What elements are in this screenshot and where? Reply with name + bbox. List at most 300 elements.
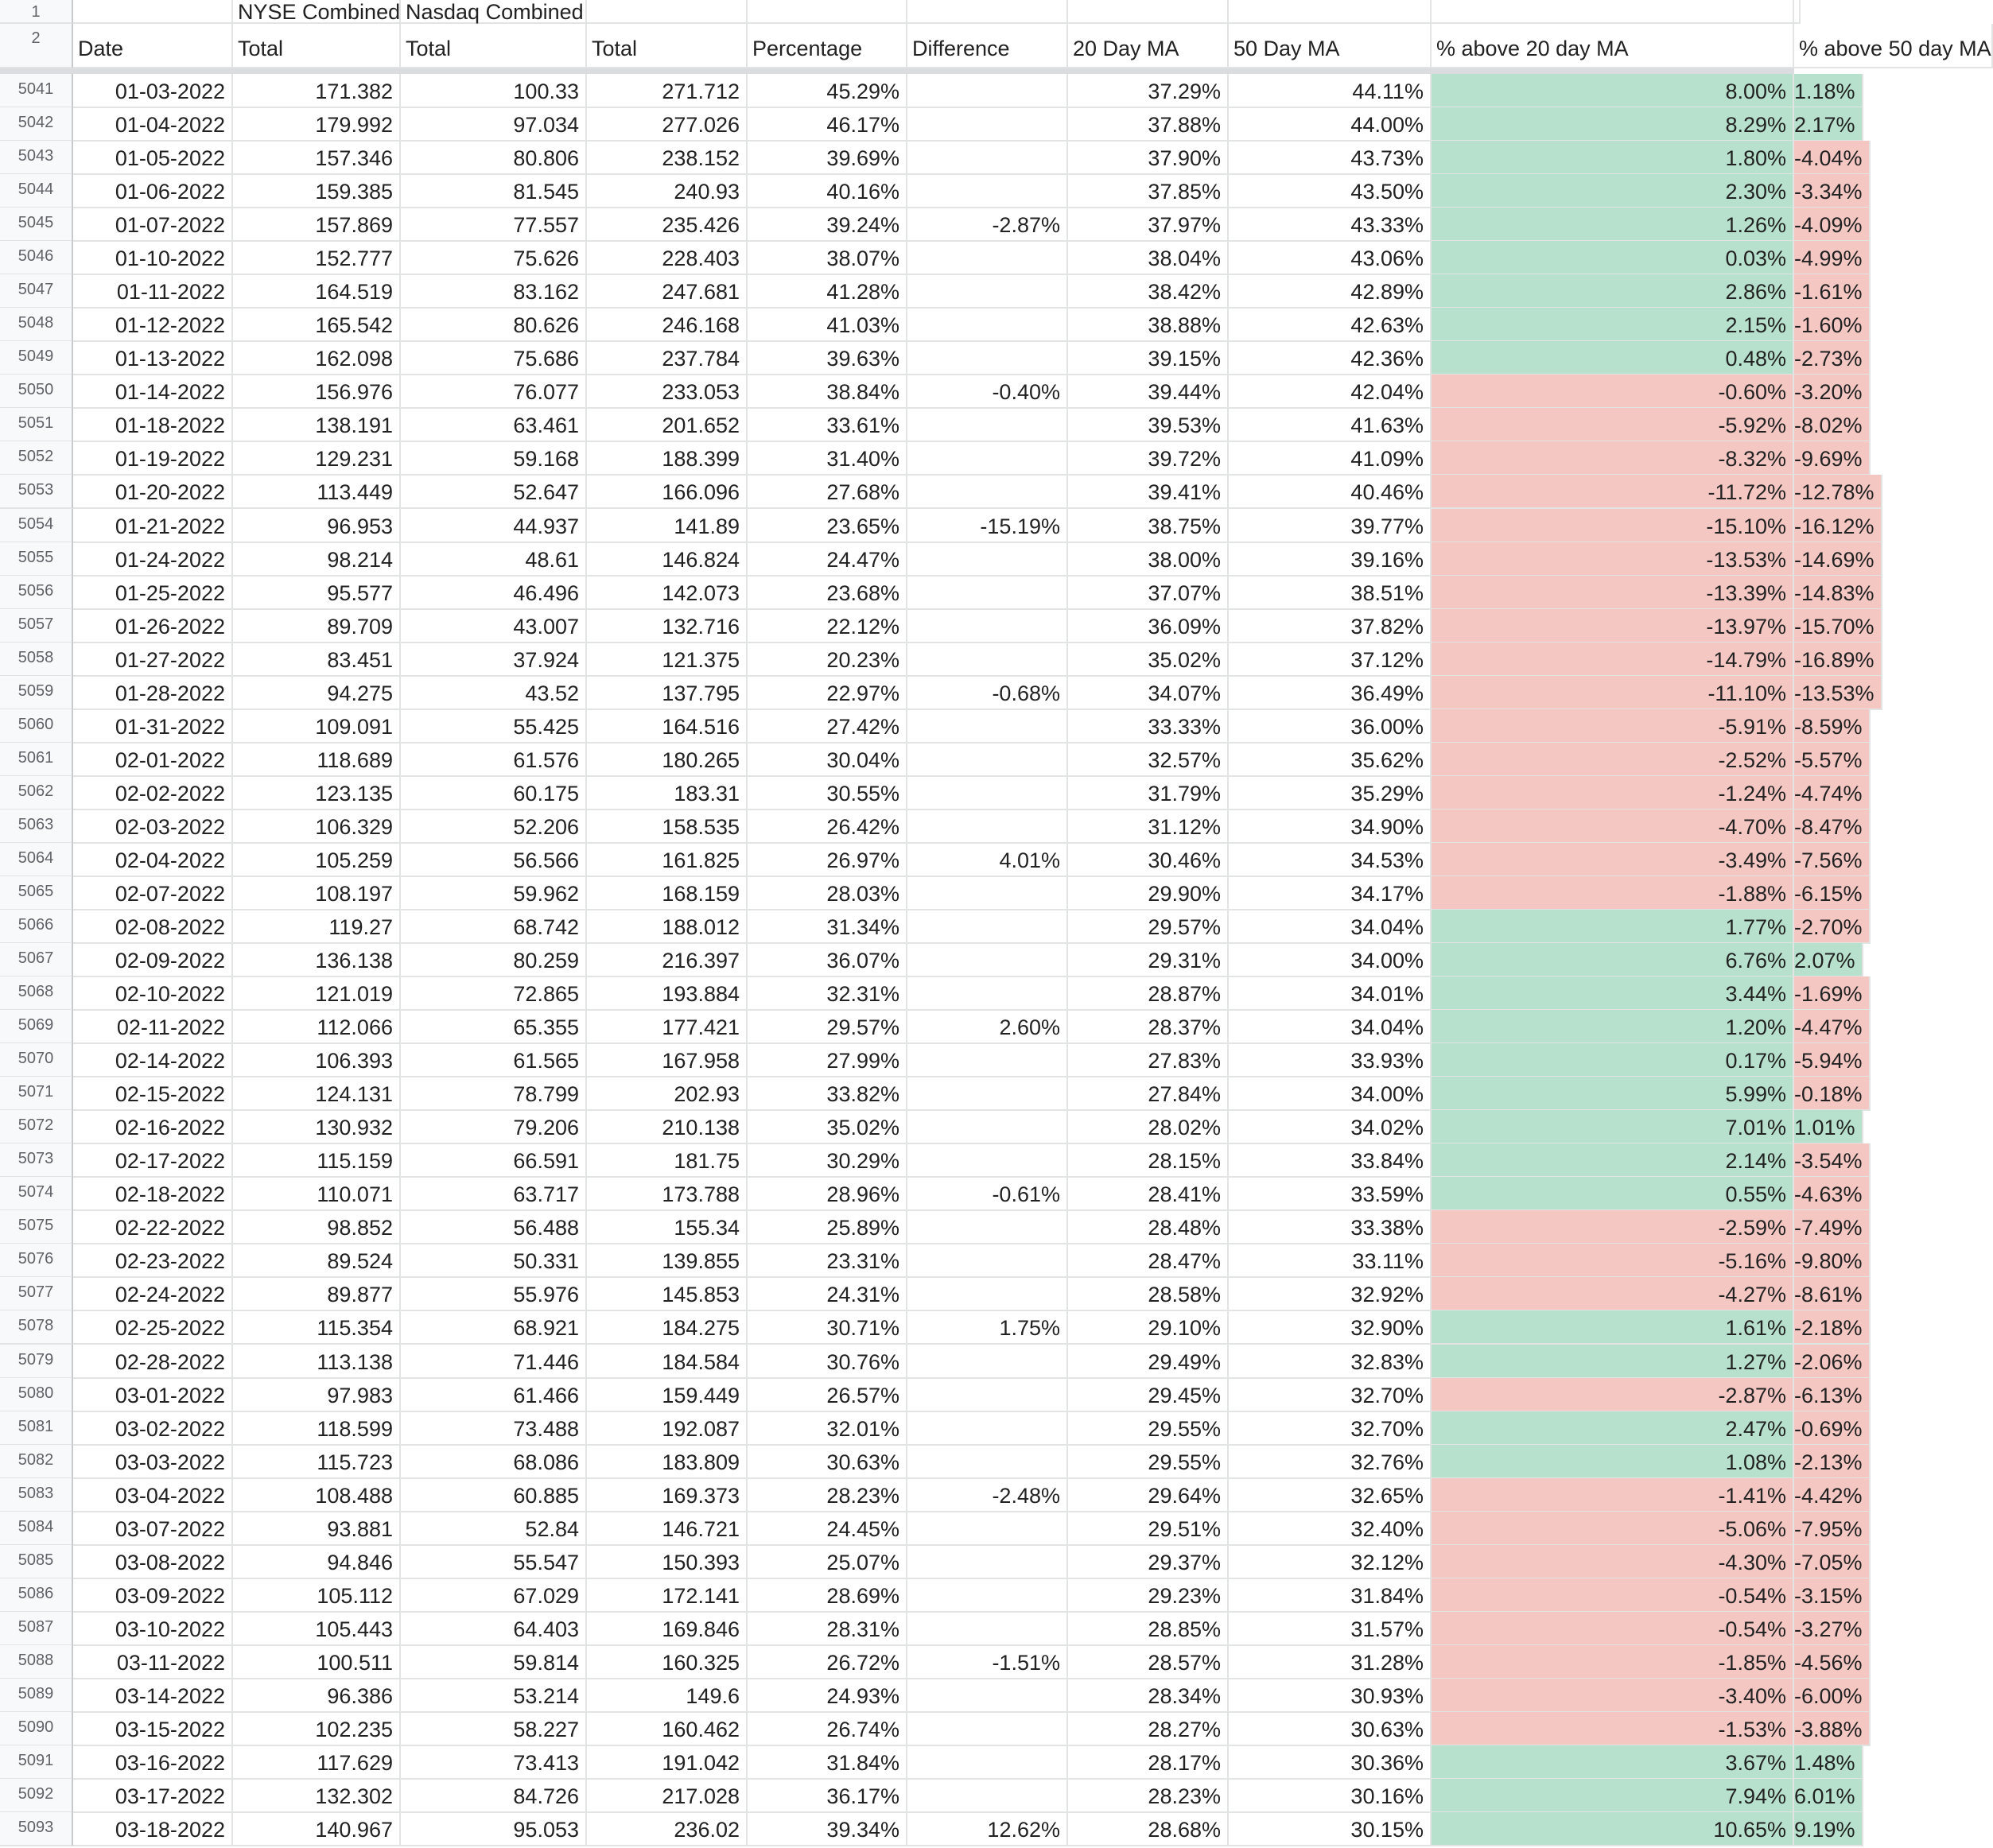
cell-ma20[interactable]: 35.02%	[1068, 643, 1229, 677]
cell-difference[interactable]	[907, 1210, 1068, 1244]
cell-pct-above-ma50[interactable]: -5.94%	[1794, 1043, 1871, 1077]
cell-nasdaq-total[interactable]: 75.686	[401, 341, 587, 375]
cell-nyse-total[interactable]: 108.488	[233, 1478, 401, 1512]
cell-ma20[interactable]: 28.48%	[1068, 1210, 1229, 1244]
cell-nyse-total[interactable]: 108.197	[233, 876, 401, 910]
cell-date[interactable]: 03-02-2022	[73, 1411, 233, 1446]
cell-ma50[interactable]: 32.76%	[1229, 1445, 1432, 1479]
cell-nyse-total[interactable]: 105.443	[233, 1612, 401, 1646]
cell-pct-above-ma20[interactable]: -5.91%	[1432, 709, 1794, 743]
cell-percentage[interactable]: 27.42%	[748, 709, 907, 743]
cell-ma20[interactable]: 39.41%	[1068, 475, 1229, 509]
cell-ma20[interactable]: 29.51%	[1068, 1512, 1229, 1546]
cell-difference[interactable]	[907, 609, 1068, 643]
cell-nyse-total[interactable]: 157.346	[233, 141, 401, 175]
cell-difference[interactable]	[907, 1411, 1068, 1446]
cell-pct-above-ma20[interactable]: 10.65%	[1432, 1812, 1794, 1846]
cell-nyse-total[interactable]: 95.577	[233, 576, 401, 610]
cell-ma50[interactable]: 42.04%	[1229, 375, 1432, 409]
cell-date[interactable]: 01-25-2022	[73, 576, 233, 610]
cell-percentage[interactable]: 45.29%	[748, 74, 907, 108]
cell-difference[interactable]	[907, 910, 1068, 944]
cell-combined-total[interactable]: 150.393	[587, 1545, 748, 1579]
cell-combined-total[interactable]: 132.716	[587, 609, 748, 643]
cell-combined-total[interactable]: 191.042	[587, 1745, 748, 1780]
cell-nyse-total[interactable]: 83.451	[233, 643, 401, 677]
cell-pct-above-ma20[interactable]: -11.72%	[1432, 475, 1794, 509]
cell-percentage[interactable]: 31.34%	[748, 910, 907, 944]
cell-ma20[interactable]: 28.23%	[1068, 1779, 1229, 1813]
cell-difference[interactable]	[907, 1244, 1068, 1278]
cell-difference[interactable]	[907, 141, 1068, 175]
cell-nasdaq-total[interactable]: 52.84	[401, 1512, 587, 1546]
cell-pct-above-ma50[interactable]: -3.20%	[1794, 375, 1871, 409]
cell-nyse-total[interactable]: 121.019	[233, 976, 401, 1011]
cell-pct-above-ma20[interactable]: 5.99%	[1432, 1077, 1794, 1111]
cell-ma20[interactable]: 29.55%	[1068, 1411, 1229, 1446]
cell-difference[interactable]	[907, 1512, 1068, 1546]
row-number[interactable]: 5048	[0, 308, 73, 342]
cell-nasdaq-total[interactable]: 84.726	[401, 1779, 587, 1813]
cell-ma20[interactable]: 38.75%	[1068, 509, 1229, 543]
row-number[interactable]: 5060	[0, 709, 73, 743]
cell-percentage[interactable]: 30.63%	[748, 1445, 907, 1479]
cell-ma50[interactable]: 43.33%	[1229, 208, 1432, 242]
cell-ma20[interactable]: 38.04%	[1068, 241, 1229, 275]
cell-pct-above-ma20[interactable]: 2.86%	[1432, 274, 1794, 309]
cell-percentage[interactable]: 36.07%	[748, 943, 907, 977]
cell-difference[interactable]	[907, 943, 1068, 977]
cell-percentage[interactable]: 41.28%	[748, 274, 907, 309]
cell-date[interactable]: 02-17-2022	[73, 1143, 233, 1178]
cell-nyse-total[interactable]: 136.138	[233, 943, 401, 977]
cell-difference[interactable]: -0.68%	[907, 676, 1068, 710]
cell-nyse-total[interactable]: 112.066	[233, 1010, 401, 1044]
cell-date[interactable]: 02-09-2022	[73, 943, 233, 977]
cell-nasdaq-total[interactable]: 55.976	[401, 1277, 587, 1311]
cell-ma50[interactable]: 34.02%	[1229, 1110, 1432, 1144]
cell-pct-above-ma20[interactable]: -13.53%	[1432, 542, 1794, 577]
cell-nasdaq-total[interactable]: 97.034	[401, 107, 587, 142]
header-cell-pct-above-ma50[interactable]: % above 50 day MA	[1794, 24, 1993, 68]
header-cell-ma50[interactable]: 50 Day MA	[1229, 24, 1432, 68]
row-number[interactable]: 5052	[0, 441, 73, 476]
cell-pct-above-ma50[interactable]: -3.88%	[1794, 1712, 1871, 1746]
cell-difference[interactable]	[907, 441, 1068, 476]
cell-percentage[interactable]: 30.55%	[748, 776, 907, 810]
cell-combined-total[interactable]: 169.846	[587, 1612, 748, 1646]
cell-nyse-total[interactable]: 105.259	[233, 843, 401, 877]
cell-difference[interactable]	[907, 1578, 1068, 1613]
cell-ma50[interactable]: 34.04%	[1229, 1010, 1432, 1044]
row-number[interactable]: 5082	[0, 1445, 73, 1479]
cell-nyse-total[interactable]: 129.231	[233, 441, 401, 476]
cell-ma20[interactable]: 28.34%	[1068, 1679, 1229, 1713]
cell-combined-total[interactable]: 166.096	[587, 475, 748, 509]
cell-nasdaq-total[interactable]: 56.488	[401, 1210, 587, 1244]
cell-difference[interactable]	[907, 408, 1068, 442]
cell-pct-above-ma20[interactable]: 2.14%	[1432, 1143, 1794, 1178]
cell-ma20[interactable]: 27.83%	[1068, 1043, 1229, 1077]
cell-difference[interactable]	[907, 308, 1068, 342]
cell-ma50[interactable]: 39.16%	[1229, 542, 1432, 577]
cell-combined-total[interactable]: 247.681	[587, 274, 748, 309]
cell-nasdaq-total[interactable]: 60.175	[401, 776, 587, 810]
cell-ma50[interactable]: 32.83%	[1229, 1345, 1432, 1379]
header-cell-ma20-group[interactable]	[1068, 0, 1229, 24]
cell-combined-total[interactable]: 235.426	[587, 208, 748, 242]
cell-pct-above-ma50[interactable]: -8.47%	[1794, 809, 1871, 844]
cell-date[interactable]: 01-04-2022	[73, 107, 233, 142]
cell-ma20[interactable]: 28.15%	[1068, 1143, 1229, 1178]
cell-pct-above-ma20[interactable]: -14.79%	[1432, 643, 1794, 677]
cell-combined-total[interactable]: 193.884	[587, 976, 748, 1011]
cell-pct-above-ma20[interactable]: -0.54%	[1432, 1578, 1794, 1613]
cell-percentage[interactable]: 31.40%	[748, 441, 907, 476]
cell-difference[interactable]: 2.60%	[907, 1010, 1068, 1044]
cell-percentage[interactable]: 25.89%	[748, 1210, 907, 1244]
cell-percentage[interactable]: 39.63%	[748, 341, 907, 375]
cell-ma50[interactable]: 33.11%	[1229, 1244, 1432, 1278]
cell-nyse-total[interactable]: 102.235	[233, 1712, 401, 1746]
cell-nyse-total[interactable]: 106.393	[233, 1043, 401, 1077]
cell-date[interactable]: 01-12-2022	[73, 308, 233, 342]
cell-ma20[interactable]: 29.55%	[1068, 1445, 1229, 1479]
cell-nyse-total[interactable]: 89.877	[233, 1277, 401, 1311]
row-number[interactable]: 5078	[0, 1310, 73, 1345]
row-number[interactable]: 5062	[0, 776, 73, 810]
row-number[interactable]: 5084	[0, 1512, 73, 1546]
cell-date[interactable]: 02-01-2022	[73, 743, 233, 777]
cell-date[interactable]: 02-11-2022	[73, 1010, 233, 1044]
cell-pct-above-ma50[interactable]: -16.89%	[1794, 643, 1882, 677]
cell-percentage[interactable]: 28.23%	[748, 1478, 907, 1512]
cell-pct-above-ma20[interactable]: 1.77%	[1432, 910, 1794, 944]
cell-pct-above-ma50[interactable]: -4.04%	[1794, 141, 1871, 175]
cell-ma20[interactable]: 38.00%	[1068, 542, 1229, 577]
cell-pct-above-ma20[interactable]: 2.30%	[1432, 174, 1794, 208]
row-number[interactable]: 5050	[0, 375, 73, 409]
header-cell-ma50-group[interactable]	[1229, 0, 1432, 24]
cell-ma20[interactable]: 30.46%	[1068, 843, 1229, 877]
cell-difference[interactable]	[907, 542, 1068, 577]
cell-pct-above-ma20[interactable]: 7.94%	[1432, 1779, 1794, 1813]
cell-nasdaq-total[interactable]: 59.962	[401, 876, 587, 910]
cell-pct-above-ma20[interactable]: -2.52%	[1432, 743, 1794, 777]
cell-combined-total[interactable]: 246.168	[587, 308, 748, 342]
cell-pct-above-ma20[interactable]: -3.40%	[1432, 1679, 1794, 1713]
cell-difference[interactable]	[907, 241, 1068, 275]
cell-difference[interactable]	[907, 976, 1068, 1011]
cell-difference[interactable]	[907, 1378, 1068, 1412]
cell-percentage[interactable]: 39.34%	[748, 1812, 907, 1846]
cell-date[interactable]: 01-03-2022	[73, 74, 233, 108]
cell-percentage[interactable]: 33.82%	[748, 1077, 907, 1111]
row-number[interactable]: 5061	[0, 743, 73, 777]
cell-difference[interactable]	[907, 1779, 1068, 1813]
cell-ma20[interactable]: 29.23%	[1068, 1578, 1229, 1613]
cell-percentage[interactable]: 24.31%	[748, 1277, 907, 1311]
cell-nasdaq-total[interactable]: 52.647	[401, 475, 587, 509]
cell-nyse-total[interactable]: 110.071	[233, 1177, 401, 1211]
row-number[interactable]: 5053	[0, 475, 73, 509]
cell-pct-above-ma20[interactable]: -1.24%	[1432, 776, 1794, 810]
cell-combined-total[interactable]: 238.152	[587, 141, 748, 175]
cell-nasdaq-total[interactable]: 43.007	[401, 609, 587, 643]
cell-nasdaq-total[interactable]: 59.168	[401, 441, 587, 476]
cell-nyse-total[interactable]: 89.524	[233, 1244, 401, 1278]
row-number[interactable]: 5091	[0, 1745, 73, 1780]
cell-difference[interactable]	[907, 1345, 1068, 1379]
cell-nyse-total[interactable]: 179.992	[233, 107, 401, 142]
cell-pct-above-ma50[interactable]: -12.78%	[1794, 475, 1882, 509]
cell-ma50[interactable]: 32.70%	[1229, 1378, 1432, 1412]
row-number[interactable]: 5057	[0, 609, 73, 643]
header-cell-pct-above-ma20[interactable]: % above 20 day MA	[1432, 24, 1794, 68]
cell-nyse-total[interactable]: 117.629	[233, 1745, 401, 1780]
cell-ma50[interactable]: 41.63%	[1229, 408, 1432, 442]
row-number[interactable]: 5085	[0, 1545, 73, 1579]
cell-pct-above-ma20[interactable]: 0.17%	[1432, 1043, 1794, 1077]
cell-pct-above-ma20[interactable]: 6.76%	[1432, 943, 1794, 977]
cell-nasdaq-total[interactable]: 44.937	[401, 509, 587, 543]
cell-ma50[interactable]: 30.16%	[1229, 1779, 1432, 1813]
cell-pct-above-ma50[interactable]: -1.61%	[1794, 274, 1871, 309]
cell-date[interactable]: 02-04-2022	[73, 843, 233, 877]
cell-pct-above-ma50[interactable]: -2.70%	[1794, 910, 1871, 944]
cell-ma20[interactable]: 28.47%	[1068, 1244, 1229, 1278]
cell-pct-above-ma50[interactable]: -2.73%	[1794, 341, 1871, 375]
cell-pct-above-ma50[interactable]: -3.27%	[1794, 1612, 1871, 1646]
cell-pct-above-ma50[interactable]: -4.56%	[1794, 1645, 1871, 1679]
cell-percentage[interactable]: 25.07%	[748, 1545, 907, 1579]
cell-difference[interactable]	[907, 876, 1068, 910]
cell-ma20[interactable]: 39.53%	[1068, 408, 1229, 442]
header-cell-nyse-total[interactable]: Total	[233, 24, 401, 68]
cell-ma20[interactable]: 37.85%	[1068, 174, 1229, 208]
row-number[interactable]: 5092	[0, 1779, 73, 1813]
cell-pct-above-ma20[interactable]: 1.08%	[1432, 1445, 1794, 1479]
cell-ma50[interactable]: 35.29%	[1229, 776, 1432, 810]
cell-nyse-total[interactable]: 152.777	[233, 241, 401, 275]
cell-pct-above-ma50[interactable]: 9.19%	[1794, 1812, 1863, 1846]
cell-nasdaq-total[interactable]: 80.626	[401, 308, 587, 342]
cell-ma20[interactable]: 28.37%	[1068, 1010, 1229, 1044]
cell-pct-above-ma20[interactable]: -13.97%	[1432, 609, 1794, 643]
cell-percentage[interactable]: 41.03%	[748, 308, 907, 342]
cell-date[interactable]: 03-11-2022	[73, 1645, 233, 1679]
cell-nasdaq-total[interactable]: 80.806	[401, 141, 587, 175]
cell-nyse-total[interactable]: 156.976	[233, 375, 401, 409]
cell-nasdaq-total[interactable]: 95.053	[401, 1812, 587, 1846]
cell-date[interactable]: 02-15-2022	[73, 1077, 233, 1111]
cell-date[interactable]: 01-10-2022	[73, 241, 233, 275]
cell-nasdaq-total[interactable]: 58.227	[401, 1712, 587, 1746]
row-number[interactable]: 5045	[0, 208, 73, 242]
cell-ma50[interactable]: 41.09%	[1229, 441, 1432, 476]
cell-date[interactable]: 02-14-2022	[73, 1043, 233, 1077]
cell-combined-total[interactable]: 155.34	[587, 1210, 748, 1244]
cell-difference[interactable]: -2.87%	[907, 208, 1068, 242]
cell-combined-total[interactable]: 145.853	[587, 1277, 748, 1311]
cell-percentage[interactable]: 22.12%	[748, 609, 907, 643]
cell-pct-above-ma20[interactable]: -5.16%	[1432, 1244, 1794, 1278]
cell-ma50[interactable]: 39.77%	[1229, 509, 1432, 543]
cell-percentage[interactable]: 40.16%	[748, 174, 907, 208]
cell-nyse-total[interactable]: 113.449	[233, 475, 401, 509]
header-cell-combined-total[interactable]: Total	[587, 24, 748, 68]
cell-date[interactable]: 02-03-2022	[73, 809, 233, 844]
cell-pct-above-ma50[interactable]: -4.63%	[1794, 1177, 1871, 1211]
cell-ma50[interactable]: 35.62%	[1229, 743, 1432, 777]
cell-percentage[interactable]: 32.31%	[748, 976, 907, 1011]
cell-combined-total[interactable]: 180.265	[587, 743, 748, 777]
cell-pct-above-ma20[interactable]: -2.59%	[1432, 1210, 1794, 1244]
cell-nyse-total[interactable]: 140.967	[233, 1812, 401, 1846]
cell-nasdaq-total[interactable]: 56.566	[401, 843, 587, 877]
cell-percentage[interactable]: 26.97%	[748, 843, 907, 877]
cell-nasdaq-total[interactable]: 63.717	[401, 1177, 587, 1211]
cell-ma50[interactable]: 37.82%	[1229, 609, 1432, 643]
row-number[interactable]: 5049	[0, 341, 73, 375]
cell-pct-above-ma50[interactable]: -6.15%	[1794, 876, 1871, 910]
cell-percentage[interactable]: 24.93%	[748, 1679, 907, 1713]
row-number[interactable]: 5046	[0, 241, 73, 275]
cell-nyse-total[interactable]: 124.131	[233, 1077, 401, 1111]
cell-combined-total[interactable]: 181.75	[587, 1143, 748, 1178]
cell-combined-total[interactable]: 271.712	[587, 74, 748, 108]
row-number[interactable]: 5063	[0, 809, 73, 844]
cell-date[interactable]: 01-18-2022	[73, 408, 233, 442]
cell-ma20[interactable]: 29.64%	[1068, 1478, 1229, 1512]
cell-ma50[interactable]: 32.70%	[1229, 1411, 1432, 1446]
cell-ma50[interactable]: 37.12%	[1229, 643, 1432, 677]
cell-ma20[interactable]: 29.49%	[1068, 1345, 1229, 1379]
cell-date[interactable]: 02-28-2022	[73, 1345, 233, 1379]
cell-nasdaq-total[interactable]: 72.865	[401, 976, 587, 1011]
cell-nasdaq-total[interactable]: 77.557	[401, 208, 587, 242]
cell-date[interactable]: 03-01-2022	[73, 1378, 233, 1412]
cell-ma20[interactable]: 37.29%	[1068, 74, 1229, 108]
row-number[interactable]: 5058	[0, 643, 73, 677]
row-number[interactable]: 5065	[0, 876, 73, 910]
cell-nyse-total[interactable]: 130.932	[233, 1110, 401, 1144]
cell-difference[interactable]	[907, 709, 1068, 743]
header-cell-percentage-group[interactable]	[748, 0, 907, 24]
cell-ma50[interactable]: 43.50%	[1229, 174, 1432, 208]
cell-date[interactable]: 02-18-2022	[73, 1177, 233, 1211]
cell-pct-above-ma20[interactable]: 1.20%	[1432, 1010, 1794, 1044]
cell-date[interactable]: 02-22-2022	[73, 1210, 233, 1244]
cell-combined-total[interactable]: 217.028	[587, 1779, 748, 1813]
cell-percentage[interactable]: 35.02%	[748, 1110, 907, 1144]
cell-percentage[interactable]: 22.97%	[748, 676, 907, 710]
cell-ma50[interactable]: 32.92%	[1229, 1277, 1432, 1311]
cell-nasdaq-total[interactable]: 63.461	[401, 408, 587, 442]
cell-nyse-total[interactable]: 94.275	[233, 676, 401, 710]
cell-pct-above-ma50[interactable]: -9.80%	[1794, 1244, 1871, 1278]
cell-nasdaq-total[interactable]: 73.488	[401, 1411, 587, 1446]
cell-date[interactable]: 02-08-2022	[73, 910, 233, 944]
cell-pct-above-ma50[interactable]: -2.06%	[1794, 1345, 1871, 1379]
cell-date[interactable]: 03-09-2022	[73, 1578, 233, 1613]
cell-ma20[interactable]: 31.79%	[1068, 776, 1229, 810]
cell-difference[interactable]	[907, 1545, 1068, 1579]
row-number[interactable]: 5079	[0, 1345, 73, 1379]
cell-pct-above-ma20[interactable]: -15.10%	[1432, 509, 1794, 543]
cell-ma50[interactable]: 30.93%	[1229, 1679, 1432, 1713]
cell-ma20[interactable]: 28.87%	[1068, 976, 1229, 1011]
cell-ma50[interactable]: 34.01%	[1229, 976, 1432, 1011]
row-number[interactable]: 5047	[0, 274, 73, 309]
cell-difference[interactable]	[907, 576, 1068, 610]
cell-nasdaq-total[interactable]: 75.626	[401, 241, 587, 275]
cell-pct-above-ma50[interactable]: 1.18%	[1794, 74, 1863, 108]
cell-nasdaq-total[interactable]: 59.814	[401, 1645, 587, 1679]
cell-pct-above-ma20[interactable]: -2.87%	[1432, 1378, 1794, 1412]
cell-percentage[interactable]: 39.69%	[748, 141, 907, 175]
cell-difference[interactable]	[907, 1043, 1068, 1077]
cell-pct-above-ma50[interactable]: -4.74%	[1794, 776, 1871, 810]
cell-pct-above-ma20[interactable]: 8.00%	[1432, 74, 1794, 108]
cell-percentage[interactable]: 26.72%	[748, 1645, 907, 1679]
cell-pct-above-ma20[interactable]: -1.88%	[1432, 876, 1794, 910]
cell-nyse-total[interactable]: 159.385	[233, 174, 401, 208]
cell-percentage[interactable]: 31.84%	[748, 1745, 907, 1780]
cell-pct-above-ma20[interactable]: 0.55%	[1432, 1177, 1794, 1211]
cell-percentage[interactable]: 23.31%	[748, 1244, 907, 1278]
cell-nyse-total[interactable]: 162.098	[233, 341, 401, 375]
cell-combined-total[interactable]: 137.795	[587, 676, 748, 710]
cell-combined-total[interactable]: 121.375	[587, 643, 748, 677]
cell-combined-total[interactable]: 188.012	[587, 910, 748, 944]
cell-nasdaq-total[interactable]: 52.206	[401, 809, 587, 844]
cell-pct-above-ma50[interactable]: -9.69%	[1794, 441, 1871, 476]
cell-combined-total[interactable]: 141.89	[587, 509, 748, 543]
cell-combined-total[interactable]: 210.138	[587, 1110, 748, 1144]
cell-ma20[interactable]: 28.68%	[1068, 1812, 1229, 1846]
cell-percentage[interactable]: 46.17%	[748, 107, 907, 142]
cell-ma50[interactable]: 33.38%	[1229, 1210, 1432, 1244]
cell-pct-above-ma20[interactable]: -4.27%	[1432, 1277, 1794, 1311]
cell-date[interactable]: 01-06-2022	[73, 174, 233, 208]
cell-pct-above-ma50[interactable]: -0.18%	[1794, 1077, 1871, 1111]
cell-pct-above-ma20[interactable]: -4.70%	[1432, 809, 1794, 844]
cell-ma20[interactable]: 29.45%	[1068, 1378, 1229, 1412]
cell-nyse-total[interactable]: 97.983	[233, 1378, 401, 1412]
cell-ma50[interactable]: 38.51%	[1229, 576, 1432, 610]
cell-pct-above-ma20[interactable]: -5.92%	[1432, 408, 1794, 442]
cell-combined-total[interactable]: 237.784	[587, 341, 748, 375]
cell-pct-above-ma50[interactable]: -8.59%	[1794, 709, 1871, 743]
cell-difference[interactable]: -0.40%	[907, 375, 1068, 409]
header-cell-combined-total-group[interactable]	[587, 0, 748, 24]
cell-percentage[interactable]: 28.96%	[748, 1177, 907, 1211]
cell-combined-total[interactable]: 183.809	[587, 1445, 748, 1479]
cell-date[interactable]: 01-11-2022	[73, 274, 233, 309]
cell-percentage[interactable]: 20.23%	[748, 643, 907, 677]
cell-ma20[interactable]: 29.57%	[1068, 910, 1229, 944]
cell-pct-above-ma20[interactable]: 7.01%	[1432, 1110, 1794, 1144]
cell-pct-above-ma20[interactable]: -11.10%	[1432, 676, 1794, 710]
cell-pct-above-ma50[interactable]: -7.05%	[1794, 1545, 1871, 1579]
cell-pct-above-ma20[interactable]: -3.49%	[1432, 843, 1794, 877]
header-cell-pct-above-ma20-group[interactable]	[1432, 0, 1794, 24]
cell-percentage[interactable]: 26.74%	[748, 1712, 907, 1746]
row-number[interactable]: 5081	[0, 1411, 73, 1446]
cell-nyse-total[interactable]: 96.386	[233, 1679, 401, 1713]
cell-percentage[interactable]: 39.24%	[748, 208, 907, 242]
